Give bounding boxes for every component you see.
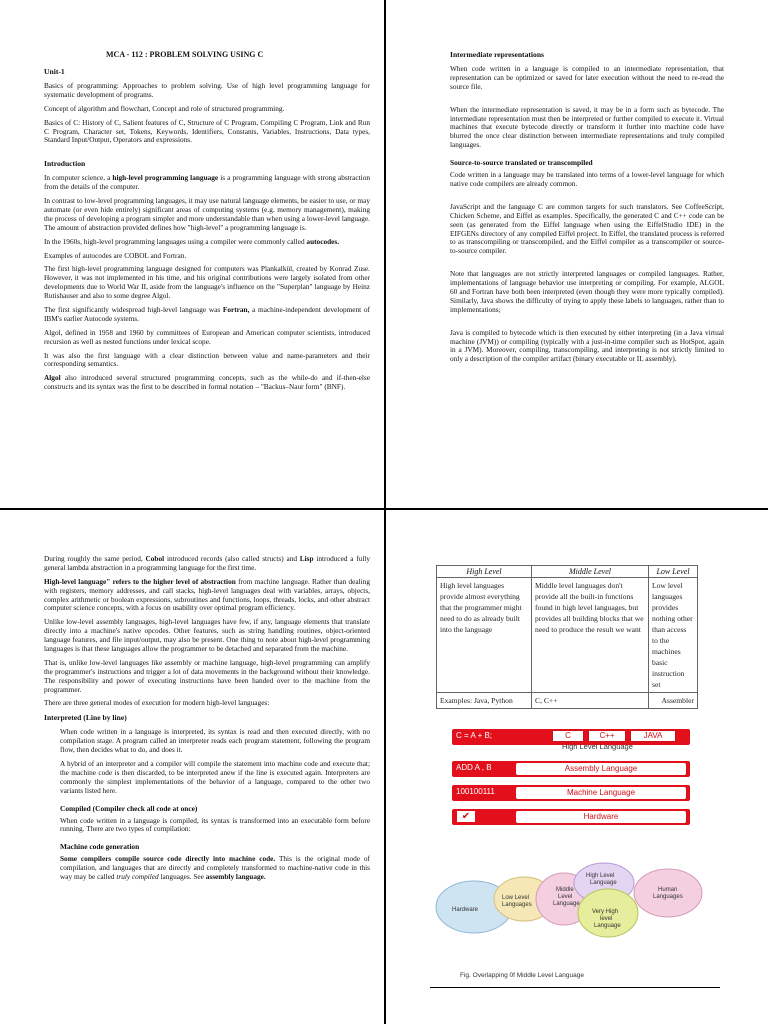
venn-label: Language: [590, 880, 617, 886]
venn-label: Human: [658, 887, 678, 893]
text-run: In computer science, a: [44, 173, 111, 183]
bold-term: autocodes.: [306, 236, 340, 246]
language-level-table: [436, 565, 698, 709]
bold-term: Cobol: [145, 555, 165, 563]
machine-label: Machine Language: [516, 787, 686, 799]
text-run: from machine language. Rather than dealing with registers, memory addresses, and call stacks, high-level languages deal with variables, arrays, objects, complex arithmetic or boolean expressions, subroutines and functions, loops, threads, locks, and other abstract computer science concepts, with a focus on usability over optimal program efficiency.: [44, 576, 370, 613]
venn-label: Language: [594, 923, 621, 929]
table-cell: Low level languages provides nothing other than access to the machines basic instruction set: [649, 578, 698, 693]
checkmark-icon: ✔: [457, 811, 475, 822]
body-paragraph: Code written in a language may be translated into terms of a lower-level language for which native code compilers are already common.: [450, 170, 724, 189]
body-paragraph: [44, 855, 370, 882]
text-run: languages. See: [160, 872, 204, 882]
bold-term: Some compilers compile source code directly into machine code.: [60, 854, 276, 864]
body-paragraph: [44, 174, 370, 192]
lang-c-box: C: [552, 730, 584, 742]
table-header: Low Level: [649, 566, 698, 578]
human-circle: [634, 869, 702, 917]
body-paragraph: There are three general modes of execution for modern high-level languages:: [44, 698, 270, 708]
venn-label: Language: [553, 901, 580, 907]
body-paragraph: [44, 306, 370, 324]
text-run: This is the original mode of compilation, and languages that are directly and completely transformed to machine-native code in this way may be called: [60, 854, 370, 882]
figure-caption: Fig. Overlapping 0f Middle Level Language: [460, 972, 584, 979]
body-paragraph: When code written in a language is compiled, its syntax is transformed into an executable form before running. There are two types of compilation:: [60, 815, 370, 834]
venn-label: High Level: [586, 873, 615, 879]
bold-term: high-level programming language: [112, 173, 219, 183]
table-cell: C, C++: [532, 693, 649, 709]
text-run: During roughly the same period,: [44, 555, 143, 563]
venn-label: Hardware: [452, 907, 479, 913]
bold-term: assembly language.: [205, 872, 266, 882]
text-run: The first significantly widespread high-level language was: [44, 305, 221, 315]
body-paragraph: Algol, defined in 1958 and 1960 by committees of European and American computer scientists, introduced recursion as well as nested functions under lexical scope.: [44, 327, 370, 346]
body-paragraph: That is, unlike low-level languages like assembly or machine language, high-level programming can amplify the programmer's instructions and trigger a lot of data movements in the background without their knowledge. The responsibility and power of executing instructions have been handed over to the machine from the programmer.: [44, 657, 370, 694]
body-paragraph: [44, 555, 370, 573]
syllabus-paragraph: Basics of C: History of C, Salient features of C, Structure of C Program, Compiling C Program, Link and Run C Program, Character set, Tokens, Keywords, Identifiers, Constants, Variables, Instructions, Data types, Standard Input/Output, Operators and expressions.: [44, 117, 370, 145]
table-cell: High level languages provide almost everything that the programmer might need to do as already built into the language: [437, 578, 532, 693]
bold-term: High-level language" refers to the higher level of abstraction: [44, 576, 236, 586]
table-header: High Level: [437, 566, 532, 578]
venn-label: Very High: [592, 909, 619, 915]
body-paragraph: When code written in a language is compiled to an intermediate representation, that representation can be optimized or saved for later execution without the need to re-read the source file.: [450, 64, 724, 91]
body-paragraph: The first high-level programming language designed for computers was Plankalkül, created by Konrad Zuse. However, it was not implemented in his time, and his original contributions were largely isolated from other developments due to World War II, aside from the language's influence on the "Superplan" language by Heinz Rutishauser and also to some degree Algol.: [44, 264, 370, 301]
hardware-bar: [452, 809, 690, 825]
subheading-interpreted: Interpreted (Line by line): [44, 713, 127, 723]
high-level-label: High Level Language: [562, 742, 633, 751]
text-run: also introduced several structured programming concepts, such as the while-do and if-then-else constructs and its syntax was the first to be described in formal notation – "Backus–Naur form" (BNF).: [44, 373, 370, 392]
table-header-row: [437, 566, 698, 578]
body-paragraph: Examples of autocodes are COBOL and Fortran.: [44, 250, 187, 260]
page-bottom-left: [44, 555, 370, 1015]
assembly-bar: [452, 761, 690, 777]
body-paragraph: [44, 238, 370, 247]
bold-term: Fortran,: [222, 305, 250, 315]
caption-rule: [430, 987, 720, 988]
body-paragraph: In contrast to low-level programming languages, it may use natural language elements, be easier to use, or may automate (or even hide entirely) significant areas of computing systems (e.g. memory management), making the process of developing a program simpler and more understandable than when using a lower-level language. The amount of abstraction provided defines how "high-level" a programming language is.: [44, 196, 370, 232]
table-row: [437, 578, 698, 693]
venn-label: Low Level: [502, 895, 530, 901]
bold-term: Lisp: [299, 555, 314, 563]
body-paragraph: JavaScript and the language C are common targets for such translators. See CoffeeScript, Chicken Scheme, and Eiffel as examples. Specifically, the generated C and C++ code can be seen (as generated from the Eiffel language when using the EiffelStudio IDE) in the EIFGENs directory of any compiled Eiffel project. In Eiffel, the translated process is referred to as transcompiling or transcompiled, and the Eiffel compiler as a transcompiler or source-to-source compiler.: [450, 201, 724, 256]
page-divider-horizontal: [0, 508, 768, 510]
venn-label: Middle: [556, 887, 574, 893]
bold-term: Algol: [44, 373, 61, 383]
text-run: is a programming language with strong abstraction from the details of the computer.: [44, 173, 370, 192]
hardware-label: Hardware: [516, 811, 686, 823]
formula-label: C = A + B;: [456, 731, 493, 740]
language-layer-diagram: [452, 729, 692, 841]
document-title: MCA - 112 : PROBLEM SOLVING USING C: [106, 50, 264, 59]
text-run: In the 1960s, high-level programming languages using a compiler were commonly called: [44, 236, 305, 246]
asm-instruction-label: ADD A , B: [456, 763, 492, 772]
section-heading-intermediate: Intermediate representations: [450, 50, 544, 59]
italic-term: truly compiled: [116, 872, 159, 882]
body-paragraph: [44, 374, 370, 392]
venn-label: level: [600, 916, 613, 922]
body-paragraph: A hybrid of an interpreter and a compiler will compile the statement into machine code and execute that; the machine code is then discarded, to be interpreted anew if the line is executed again. Interpreters are commonly the simplest implementations of the behavior of a language, compared to the other two variants listed here.: [60, 759, 370, 795]
page-divider-vertical: [384, 0, 386, 1024]
table-row: [437, 693, 698, 709]
subheading-compiled: Compiled (Compiler check all code at once): [60, 803, 198, 813]
syllabus-paragraph: Concept of algorithm and flowchart, Concept and role of structured programming.: [44, 103, 285, 113]
lang-java-box: JAVA: [630, 730, 676, 742]
page-top-right: [450, 50, 724, 500]
table-cell: Middle level languages don't provide all the built-in functions found in high level languages, but provides all building blocks that we need to produce the result we want: [532, 578, 649, 693]
section-heading-introduction: Introduction: [44, 159, 86, 169]
language-venn-diagram: [434, 855, 724, 965]
venn-label: Languages: [653, 894, 683, 900]
table-header: Middle Level: [532, 566, 649, 578]
body-paragraph: Java is compiled to bytecode which is then executed by either interpreting (in a Java virtual machine (JVM)) or compiling (typically with a just-in-time compiler such as HotSpot, again in a JVM). Moreover, compiling, transcompiling, and interpreting is not strictly limited to only a description of the compiler artifact (binary executable or IL assembly).: [450, 327, 724, 364]
venn-label: Level: [558, 894, 573, 900]
body-paragraph: [44, 578, 370, 614]
unit-heading: Unit-1: [44, 67, 65, 76]
body-paragraph: It was also the first language with a clear distinction between value and name-parameters and their corresponding semantics.: [44, 350, 370, 369]
body-paragraph: When the intermediate representation is saved, it may be in a form such as bytecode. The intermediate representation must then be interpreted or further compiled to execute it. Virtual machines that execute bytecode directly or transform it further into machine code have blurred the once clear distinction between intermediate representations and truly compiled languages.: [450, 104, 724, 150]
text-run: a machine-independent development of IBM's earlier Autocode systems.: [44, 305, 370, 323]
text-run: introduced a fully general lambda abstraction in a programming language for the first time.: [44, 555, 370, 572]
table-cell: Assembler: [649, 693, 698, 709]
page-bottom-right: [430, 565, 730, 1015]
body-paragraph: Unlike low-level assembly languages, high-level languages have few, if any, language elements that translate directly into a machine's native opcodes. Other features, such as string handling routines, object-oriented language features, and file input/output, may also be present. One thing to note about high-level programming languages is that these languages allow the programmer to be detached and separated from the machine.: [44, 617, 370, 654]
subheading-machine-code: Machine code generation: [60, 842, 140, 852]
machine-bar: [452, 785, 690, 801]
venn-label: Languages: [502, 902, 532, 908]
syllabus-paragraph: Basics of programming: Approaches to problem solving. Use of high level programming language for systematic development of programs.: [44, 81, 370, 99]
text-run: introduced records (also called structs) and: [166, 555, 297, 563]
page-top-left: [44, 50, 370, 500]
section-heading-transcompiled: Source-to-source translated or transcompiled: [450, 158, 593, 168]
table-cell: Examples: Java, Python: [437, 693, 532, 709]
body-paragraph: When code written in a language is interpreted, its syntax is read and then executed directly, with no compilation stage. A program called an interpreter reads each program statement, following the program flow, then decides what to do, and does it.: [60, 727, 370, 755]
binary-label: 100100111: [456, 787, 495, 796]
lang-cpp-box: C++: [588, 730, 626, 742]
assembly-label: Assembly Language: [516, 763, 686, 775]
body-paragraph: Note that languages are not strictly interpreted languages or compiled languages. Rather, implementations of language behavior use interpreting or compiling. For example, ALGOL 60 and Fortran have both been interpreted (even though they were more typically compiled). Similarly, Java shows the difficulty of trying to apply these labels to languages, rather than to implementations;: [450, 269, 724, 314]
